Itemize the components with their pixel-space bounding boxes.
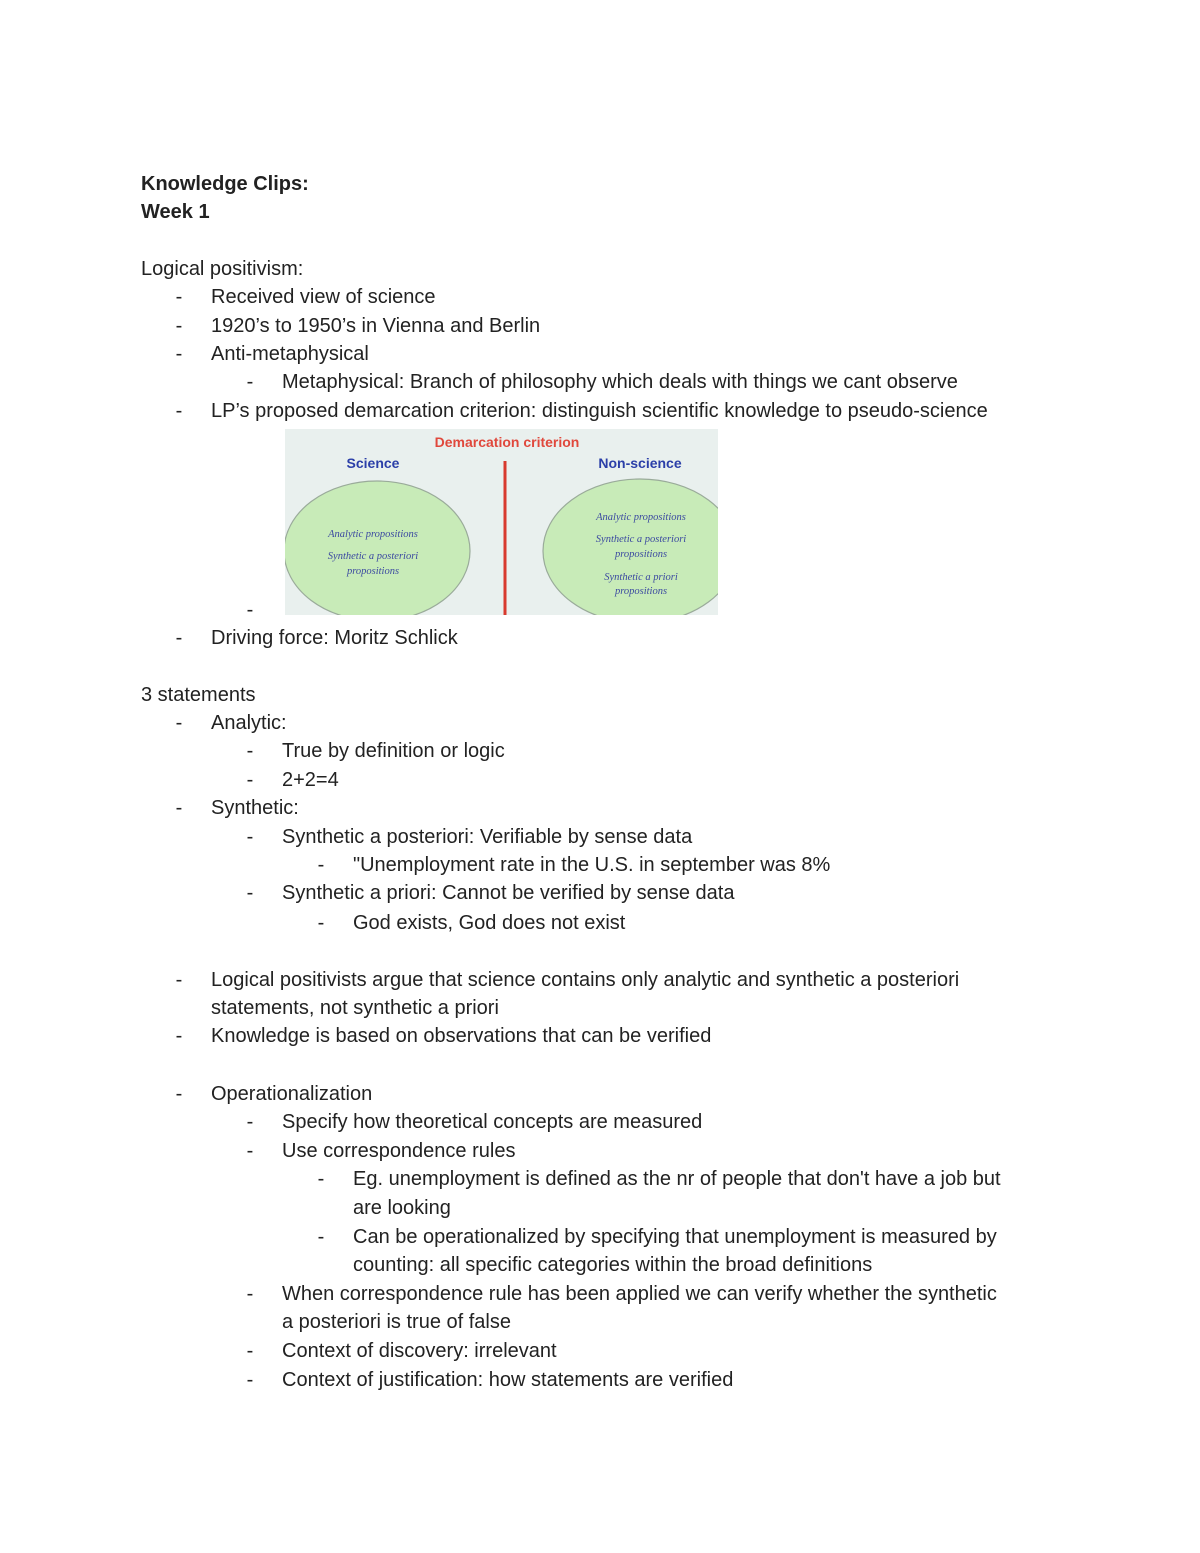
- non-science-prop: Synthetic a posteriori: [595, 534, 687, 545]
- non-science-prop: Analytic propositions: [596, 512, 686, 523]
- list-item: Logical positivists argue that science contains only analytic and synthetic a posteriori: [211, 969, 960, 991]
- bullet-dash: -: [175, 627, 183, 649]
- list-item: Driving force: Moritz Schlick: [211, 627, 458, 649]
- list-item: Anti-metaphysical: [211, 343, 369, 365]
- section-heading-statements: 3 statements: [141, 684, 256, 706]
- bullet-dash: -: [175, 712, 183, 734]
- non-science-prop: propositions: [614, 586, 668, 597]
- bullet-dash: -: [246, 599, 254, 621]
- bullet-dash: -: [246, 371, 254, 393]
- list-item: Can be operationalized by specifying that unemployment is measured by: [353, 1226, 997, 1248]
- bullet-dash: -: [317, 912, 325, 934]
- non-science-label: Non-science: [598, 455, 682, 471]
- list-item: Use correspondence rules: [282, 1140, 516, 1162]
- bullet-dash: -: [317, 1226, 325, 1248]
- bullet-dash: -: [175, 315, 183, 337]
- bullet-dash: -: [246, 882, 254, 904]
- bullet-dash: -: [246, 826, 254, 848]
- bullet-dash: -: [175, 969, 183, 991]
- list-item-continuation: a posteriori is true of false: [282, 1311, 511, 1333]
- list-item-continuation: statements, not synthetic a priori: [211, 997, 499, 1019]
- bullet-dash: -: [175, 286, 183, 308]
- bullet-dash: -: [317, 854, 325, 876]
- bullet-dash: -: [175, 343, 183, 365]
- bullet-dash: -: [175, 1025, 183, 1047]
- bullet-dash: -: [246, 769, 254, 791]
- diagram-title: Demarcation criterion: [434, 434, 580, 450]
- list-item: 2+2=4: [282, 769, 339, 791]
- list-item: When correspondence rule has been applied we can verify whether the synthetic: [282, 1283, 997, 1305]
- section-heading-logical-positivism: Logical positivism:: [141, 258, 304, 280]
- science-prop: Analytic propositions: [328, 529, 418, 540]
- list-item: Analytic:: [211, 712, 287, 734]
- list-item-continuation: are looking: [353, 1197, 451, 1219]
- list-item: Synthetic a priori: Cannot be verified by sense data: [282, 882, 735, 904]
- bullet-dash: -: [175, 797, 183, 819]
- bullet-dash: -: [246, 1369, 254, 1391]
- demarcation-criterion-diagram: [285, 429, 718, 615]
- list-item: Synthetic a posteriori: Verifiable by sense data: [282, 826, 693, 848]
- bullet-dash: -: [317, 1168, 325, 1190]
- bullet-dash: -: [246, 1283, 254, 1305]
- bullet-dash: -: [246, 740, 254, 762]
- science-prop: propositions: [346, 566, 400, 577]
- list-item: Synthetic:: [211, 797, 299, 819]
- list-item: Metaphysical: Branch of philosophy which deals with things we cant observe: [282, 371, 958, 393]
- bullet-dash: -: [246, 1111, 254, 1133]
- bullet-dash: -: [175, 1083, 183, 1105]
- science-prop: Synthetic a posteriori: [327, 551, 419, 562]
- non-science-prop: propositions: [614, 549, 668, 560]
- list-item: Context of justification: how statements are verified: [282, 1369, 734, 1391]
- list-item: Eg. unemployment is defined as the nr of people that don't have a job but: [353, 1168, 1001, 1190]
- list-item: Context of discovery: irrelevant: [282, 1340, 557, 1362]
- list-item-continuation: counting: all specific categories within the broad definitions: [353, 1254, 873, 1276]
- page-subtitle: Week 1: [141, 201, 210, 223]
- list-item: Knowledge is based on observations that can be verified: [211, 1025, 712, 1047]
- non-science-prop: Synthetic a priori: [604, 572, 678, 583]
- list-item: Received view of science: [211, 286, 436, 308]
- list-item: God exists, God does not exist: [353, 912, 626, 934]
- list-item: 1920’s to 1950’s in Vienna and Berlin: [211, 315, 541, 337]
- list-item: Operationalization: [211, 1083, 373, 1105]
- list-item: "Unemployment rate in the U.S. in september was 8%: [353, 854, 831, 876]
- bullet-dash: -: [246, 1340, 254, 1362]
- science-label: Science: [346, 455, 400, 471]
- list-item: True by definition or logic: [282, 740, 505, 762]
- bullet-dash: -: [246, 1140, 254, 1162]
- list-item: LP’s proposed demarcation criterion: distinguish scientific knowledge to pseudo-science: [211, 400, 988, 422]
- science-circle: [285, 481, 470, 615]
- page-title: Knowledge Clips:: [141, 173, 309, 195]
- list-item: Specify how theoretical concepts are measured: [282, 1111, 703, 1133]
- bullet-dash: -: [175, 400, 183, 422]
